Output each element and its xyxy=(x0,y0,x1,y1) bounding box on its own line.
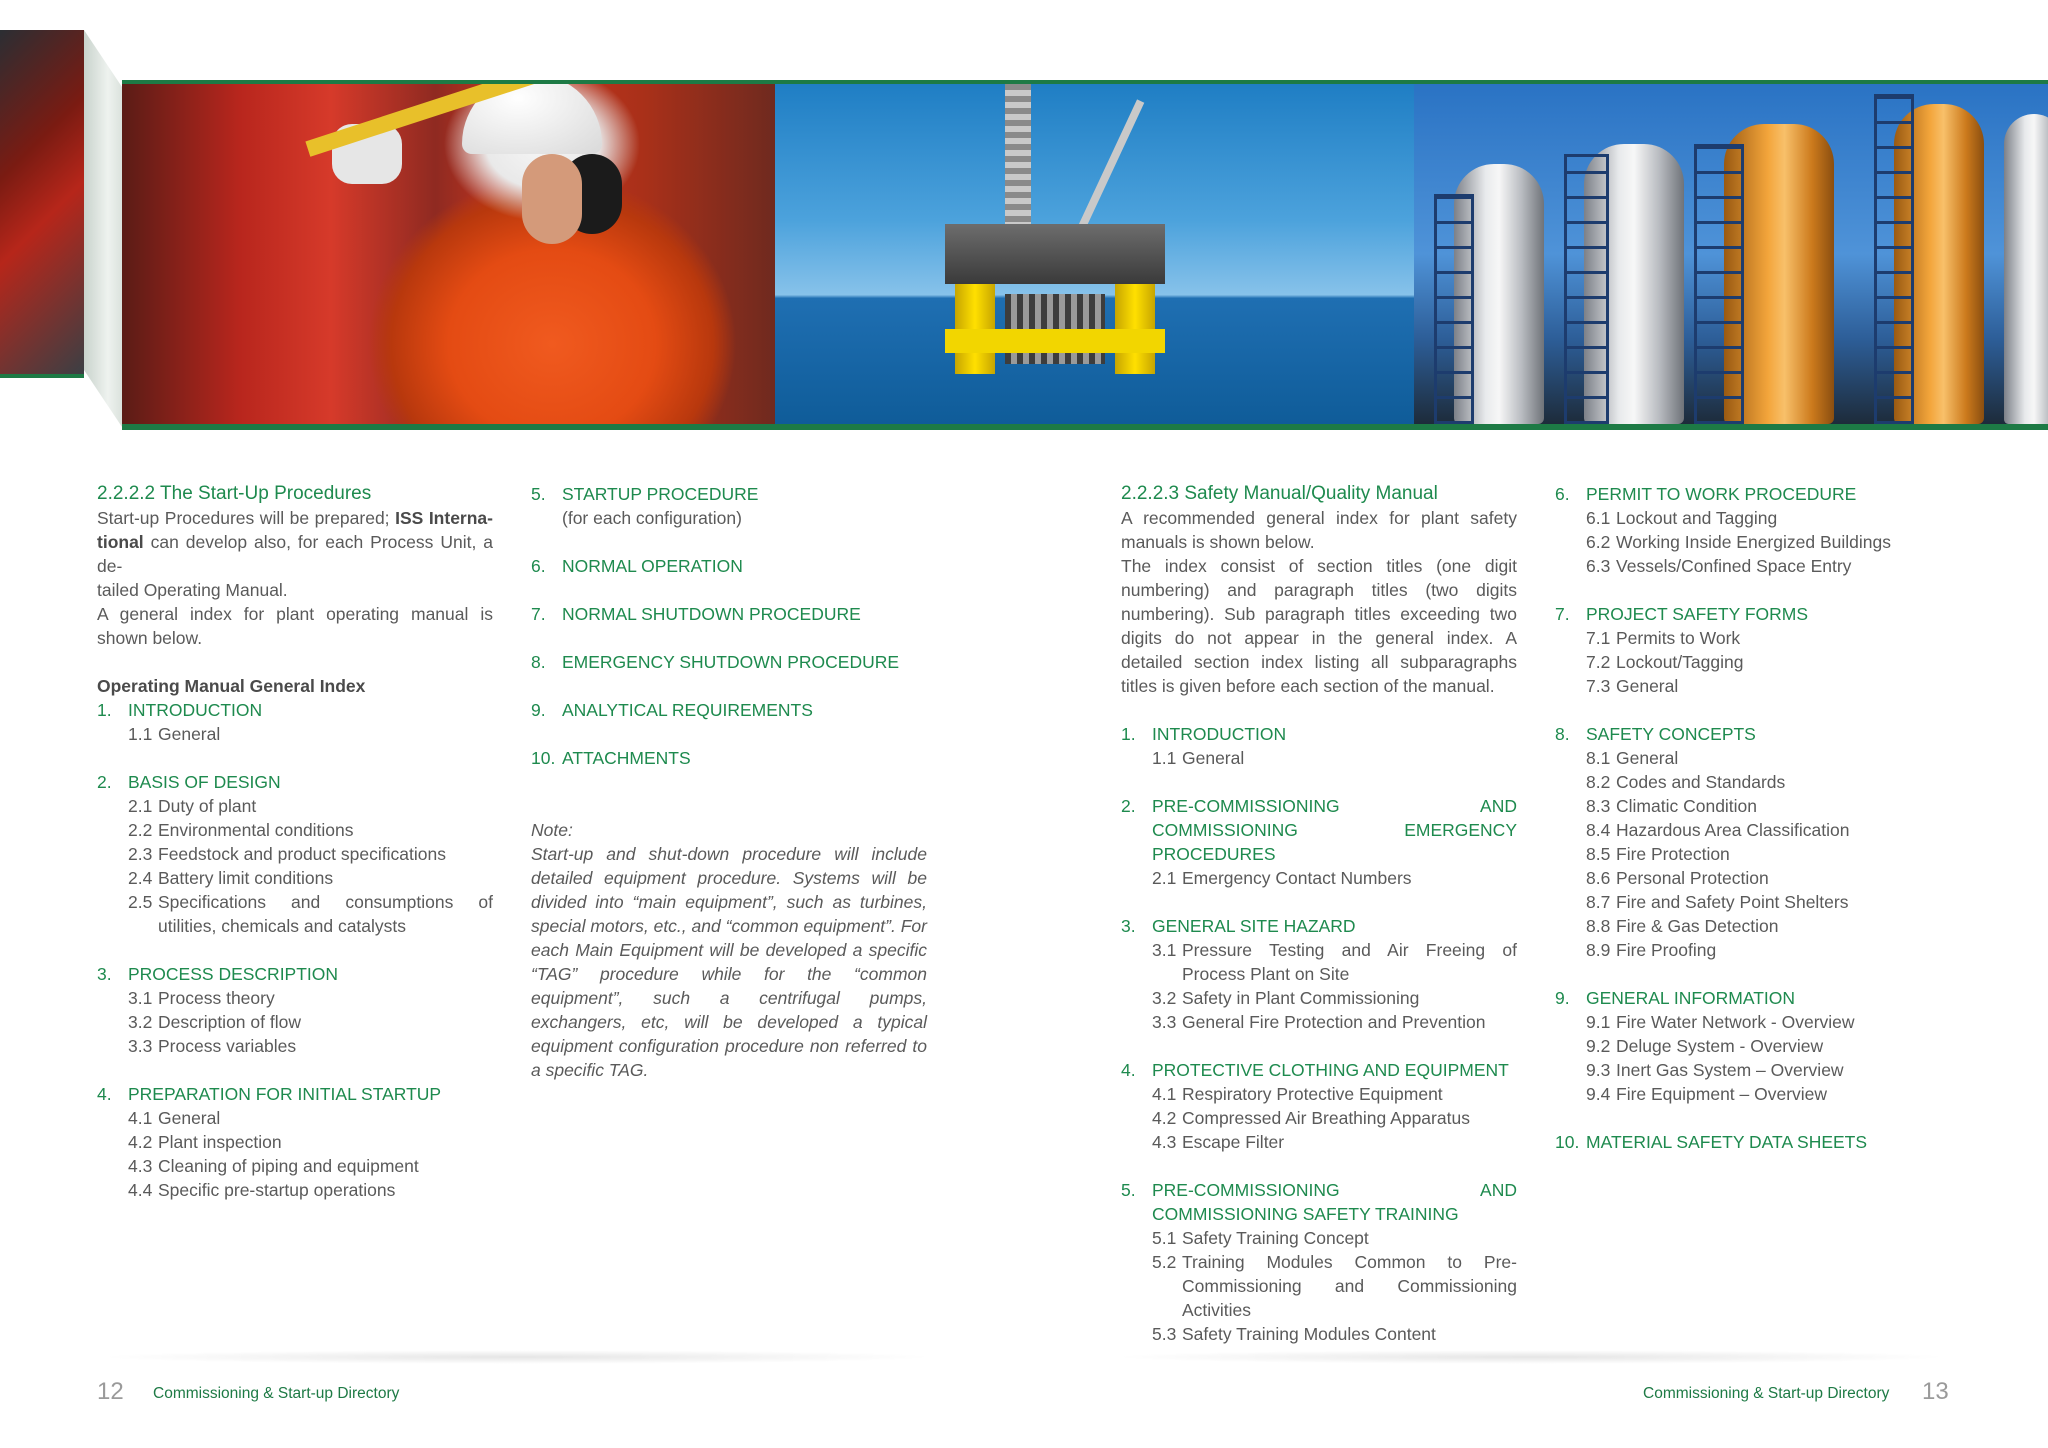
index-subsection xyxy=(1555,794,1951,818)
index-section-number: 6. xyxy=(531,556,546,576)
index-subsection xyxy=(1121,1226,1517,1250)
intro-text: Start-up Procedures will be prepared; xyxy=(97,508,396,528)
index-subsection-title: Working Inside Energized Buildings xyxy=(1616,532,1891,552)
index-subsection-number: 7.2 xyxy=(1586,652,1611,672)
index-section-note-text: (for each configuration) xyxy=(562,508,742,528)
index-subsection xyxy=(1121,1250,1517,1322)
index-subsection-number: 8.7 xyxy=(1586,892,1611,912)
index-subsection-title: Fire Equipment – Overview xyxy=(1616,1084,1828,1104)
index-subsection-number: 4.4 xyxy=(128,1180,153,1200)
index-section-title: GENERAL INFORMATION xyxy=(1586,988,1796,1008)
index-subsection xyxy=(1555,746,1951,770)
index-section-note xyxy=(531,506,927,530)
index-subsection-title: Vessels/Confined Space Entry xyxy=(1616,556,1852,576)
index-subsection xyxy=(97,1106,493,1130)
index-section xyxy=(531,554,927,578)
index-subsection xyxy=(1555,842,1951,866)
index-subsection-number: 8.8 xyxy=(1586,916,1611,936)
index-subsection xyxy=(1555,626,1951,650)
index-subsection-title: Description of flow xyxy=(158,1012,301,1032)
index-section-number: 8. xyxy=(531,652,546,672)
index-subsection-number: 3.2 xyxy=(128,1012,153,1032)
index-section-title: SAFETY CONCEPTS xyxy=(1586,724,1756,744)
refinery-tanks-photo xyxy=(1414,84,2048,424)
index-subsection-number: 4.2 xyxy=(1152,1108,1177,1128)
index-subsection-title: Emergency Contact Numbers xyxy=(1182,868,1412,888)
index-section-number: 4. xyxy=(97,1084,112,1104)
index-subsection-number: 5.3 xyxy=(1152,1324,1177,1344)
spacer xyxy=(1121,890,1517,914)
spacer xyxy=(531,722,927,746)
index-subsection xyxy=(1555,866,1951,890)
index-section-title: PREPARATION FOR INITIAL STARTUP xyxy=(128,1084,442,1104)
index-section-title: PROJECT SAFETY FORMS xyxy=(1586,604,1809,624)
index-section-title: PRE-COMMISSIONING AND COMMISSIONING SAFETY TRAINING xyxy=(1152,1180,1517,1224)
index-subsection-number: 2.1 xyxy=(1152,868,1177,888)
index-subsection xyxy=(1555,1034,1951,1058)
index-subsection-title: General xyxy=(1616,676,1679,696)
index-subsection-number: 2.2 xyxy=(128,820,153,840)
index-subsection xyxy=(1121,938,1517,986)
index-subsection-title: Pressure Testing and Air Freeing of Process Plant on Site xyxy=(1182,940,1517,984)
index-subsection xyxy=(97,866,493,890)
index-subsection-title: Fire Proofing xyxy=(1616,940,1717,960)
index-subsection-number: 1.1 xyxy=(1152,748,1177,768)
index-section-title: PROTECTIVE CLOTHING AND EQUIPMENT xyxy=(1152,1060,1509,1080)
index-section-number: 4. xyxy=(1121,1060,1136,1080)
index-subsection-number: 4.3 xyxy=(1152,1132,1177,1152)
index-subsection xyxy=(1121,1106,1517,1130)
index-subsection-number: 2.3 xyxy=(128,844,153,864)
index-subsection-title: Escape Filter xyxy=(1182,1132,1285,1152)
footer-shadow-left xyxy=(97,1350,937,1364)
index-subsection-title: Climatic Condition xyxy=(1616,796,1758,816)
index-subsection-number: 2.4 xyxy=(128,868,153,888)
note-text: Start-up and shut-down procedure will include detailed equipment procedure. Systems will be divided into “main equipment”, such as turbines, special motors, etc., and “common equipment”. For each Main Equipment will be developed a specific “TAG” procedure while for the “common equipment”, such a centrifugal pumps, exchangers, etc, will be developed a typical equipment configuration procedure non referred to a specific TAG. xyxy=(531,844,927,1080)
index-section-number: 3. xyxy=(1121,916,1136,936)
index-section xyxy=(97,962,493,986)
footer-shadow-right xyxy=(1111,1350,1951,1364)
index-section-number: 10. xyxy=(531,748,556,768)
spacer xyxy=(1121,1034,1517,1058)
index-subsection xyxy=(97,1010,493,1034)
index-subsection xyxy=(97,842,493,866)
index-section-number: 1. xyxy=(1121,724,1136,744)
index-subsection-title: Plant inspection xyxy=(158,1132,282,1152)
index-subsection xyxy=(1121,866,1517,890)
index-subsection-number: 6.1 xyxy=(1586,508,1611,528)
spacer xyxy=(1121,770,1517,794)
spacer xyxy=(97,1058,493,1082)
index-subsection xyxy=(1121,1082,1517,1106)
index-subsection xyxy=(1555,554,1951,578)
index-section-number: 3. xyxy=(97,964,112,984)
index-subsection xyxy=(1121,1010,1517,1034)
spacer xyxy=(531,626,927,650)
index-subsection-title: Safety Training Modules Content xyxy=(1182,1324,1436,1344)
index-subsection-title: Respiratory Protective Equipment xyxy=(1182,1084,1443,1104)
index-subsection-title: Safety Training Concept xyxy=(1182,1228,1369,1248)
index-subsection-number: 1.1 xyxy=(128,724,153,744)
index-subsection xyxy=(1555,506,1951,530)
index-section-title: BASIS OF DESIGN xyxy=(128,772,281,792)
spacer xyxy=(97,746,493,770)
footer-title-left: Commissioning & Start-up Directory xyxy=(153,1385,400,1402)
index-section-title: PERMIT TO WORK PROCEDURE xyxy=(1586,484,1857,504)
index-section xyxy=(1555,722,1951,746)
intro-paragraph-2: A general index for plant operating manual is shown below. xyxy=(97,604,493,648)
section-heading-safety: 2.2.2.3 Safety Manual/Quality Manual xyxy=(1121,483,1438,504)
index-section-title: STARTUP PROCEDURE xyxy=(562,484,759,504)
index-subsection xyxy=(1121,986,1517,1010)
index-section xyxy=(1555,602,1951,626)
index-subsection xyxy=(1555,914,1951,938)
index-subsection xyxy=(1121,746,1517,770)
index-section xyxy=(1121,914,1517,938)
index-subsection-title: Feedstock and product specifications xyxy=(158,844,446,864)
index-section xyxy=(1555,1130,1951,1154)
index-section-number: 6. xyxy=(1555,484,1570,504)
index-section xyxy=(97,698,493,722)
index-subsection-title: Fire Protection xyxy=(1616,844,1730,864)
index-section-number: 2. xyxy=(97,772,112,792)
index-subsection xyxy=(97,986,493,1010)
index-subsection-number: 5.2 xyxy=(1152,1252,1177,1272)
index-section-title: ANALYTICAL REQUIREMENTS xyxy=(562,700,813,720)
index-subsection xyxy=(97,1130,493,1154)
index-subsection-title: Safety in Plant Commissioning xyxy=(1182,988,1420,1008)
right-column-1 xyxy=(1121,482,1517,1346)
index-subsection-title: Battery limit conditions xyxy=(158,868,334,888)
index-subsection xyxy=(97,722,493,746)
index-subsection-title: General xyxy=(1616,748,1679,768)
index-section-title: GENERAL SITE HAZARD xyxy=(1152,916,1356,936)
index-subsection xyxy=(1121,1322,1517,1346)
index-subsection xyxy=(97,794,493,818)
index-section xyxy=(531,650,927,674)
index-section-number: 9. xyxy=(1555,988,1570,1008)
banner-left-strip xyxy=(0,30,84,378)
banner-bevel xyxy=(84,30,124,430)
index-subsection xyxy=(1555,650,1951,674)
index-subsection-title: Specific pre-startup operations xyxy=(158,1180,396,1200)
index-subsection xyxy=(97,890,493,938)
index-subsection-title: Environmental conditions xyxy=(158,820,354,840)
index-subsection-number: 2.1 xyxy=(128,796,153,816)
index-section-number: 7. xyxy=(531,604,546,624)
index-subsection-title: Process variables xyxy=(158,1036,297,1056)
index-subsection-title: Permits to Work xyxy=(1616,628,1741,648)
safety-intro: A recommended general index for plant safety manuals is shown below. xyxy=(1121,508,1517,552)
index-subsection xyxy=(1121,1130,1517,1154)
index-subsection xyxy=(1555,530,1951,554)
banner-bottom-rule xyxy=(122,424,2048,430)
company-name: ISS Interna- xyxy=(395,508,493,528)
index-subsection-number: 2.5 xyxy=(128,892,153,912)
index-subsection-title: Lockout and Tagging xyxy=(1616,508,1778,528)
company-name-end: tional xyxy=(97,532,144,552)
index-subsection xyxy=(97,1034,493,1058)
index-subsection xyxy=(97,1178,493,1202)
index-section xyxy=(97,1082,493,1106)
index-subsection-number: 9.2 xyxy=(1586,1036,1611,1056)
index-subsection-title: Codes and Standards xyxy=(1616,772,1786,792)
index-section-number: 1. xyxy=(97,700,112,720)
spacer xyxy=(531,530,927,554)
index-subsection-number: 6.3 xyxy=(1586,556,1611,576)
index-subsection xyxy=(97,818,493,842)
index-section-title: PRE-COMMISSIONING AND COMMISSIONING EMERGENCY PROCEDURES xyxy=(1152,796,1517,864)
index-section xyxy=(1555,482,1951,506)
index-section xyxy=(1121,794,1517,866)
index-subsection-number: 4.2 xyxy=(128,1132,153,1152)
index-section xyxy=(531,602,927,626)
index-section xyxy=(531,746,927,770)
page-number-right: 13 xyxy=(1922,1378,1949,1405)
index-section xyxy=(97,770,493,794)
index-subsection-number: 8.2 xyxy=(1586,772,1611,792)
index-subsection-number: 8.1 xyxy=(1586,748,1611,768)
index-section xyxy=(1555,986,1951,1010)
index-subsection-title: Fire & Gas Detection xyxy=(1616,916,1779,936)
index-subsection-title: Personal Protection xyxy=(1616,868,1769,888)
index-subsection xyxy=(97,1154,493,1178)
safety-intro-2: The index consist of section titles (one digit numbering) and paragraph titles (two digits numbering). Sub paragraph titles exceeding two digits do not appear in the general index. A detailed section index listing all subparagraphs titles is given before each section of the manual. xyxy=(1121,556,1517,696)
index-subsection-title: Specifications and consumptions of utilities, chemicals and catalysts xyxy=(158,892,493,936)
index-subsection-number: 8.5 xyxy=(1586,844,1611,864)
index-subsection-title: Cleaning of piping and equipment xyxy=(158,1156,419,1176)
index-subsection-title: Lockout/Tagging xyxy=(1616,652,1744,672)
index-section-title: NORMAL SHUTDOWN PROCEDURE xyxy=(562,604,861,624)
index-subsection-title: Fire Water Network - Overview xyxy=(1616,1012,1855,1032)
index-section-title: ATTACHMENTS xyxy=(562,748,691,768)
intro-paragraph xyxy=(97,506,493,530)
offshore-platform-photo xyxy=(775,84,1415,424)
index-subsection-number: 8.4 xyxy=(1586,820,1611,840)
right-column-2 xyxy=(1555,482,1951,1154)
index-subsection-title: General xyxy=(158,1108,221,1128)
index-subsection-number: 8.9 xyxy=(1586,940,1611,960)
index-subsection-title: General Fire Protection and Prevention xyxy=(1182,1012,1486,1032)
index-subsection-number: 7.1 xyxy=(1586,628,1611,648)
index-subsection-title: Fire and Safety Point Shelters xyxy=(1616,892,1849,912)
spacer xyxy=(1555,962,1951,986)
index-subsection-number: 5.1 xyxy=(1152,1228,1177,1248)
index-subsection xyxy=(1555,890,1951,914)
footer-title-right: Commissioning & Start-up Directory xyxy=(1643,1385,1890,1402)
intro-text-2: can develop also, for each Process Unit, a de- xyxy=(97,532,493,576)
page-number-left: 12 xyxy=(97,1378,124,1405)
spacer xyxy=(1555,1106,1951,1130)
index-subsection xyxy=(1555,818,1951,842)
index-subsection-number: 3.3 xyxy=(128,1036,153,1056)
index-subsection-number: 3.2 xyxy=(1152,988,1177,1008)
index-subsection-number: 3.1 xyxy=(1152,940,1177,960)
index-subsection-number: 9.4 xyxy=(1586,1084,1611,1104)
index-section-title: PROCESS DESCRIPTION xyxy=(128,964,339,984)
index-subsection-number: 7.3 xyxy=(1586,676,1611,696)
spacer xyxy=(531,578,927,602)
index-section-number: 10. xyxy=(1555,1132,1580,1152)
index-section-number: 7. xyxy=(1555,604,1570,624)
index-subsection-number: 9.3 xyxy=(1586,1060,1611,1080)
index-section-title: NORMAL OPERATION xyxy=(562,556,743,576)
index-section xyxy=(1121,722,1517,746)
index-section-number: 5. xyxy=(531,484,546,504)
intro-paragraph-line3: tailed Operating Manual. xyxy=(97,580,288,600)
index-subsection-title: Duty of plant xyxy=(158,796,257,816)
index-subsection-title: Hazardous Area Classification xyxy=(1616,820,1850,840)
index-subsection-number: 8.6 xyxy=(1586,868,1611,888)
index-subsection-number: 8.3 xyxy=(1586,796,1611,816)
index-subsection-title: Compressed Air Breathing Apparatus xyxy=(1182,1108,1470,1128)
index-subsection-title: General xyxy=(158,724,221,744)
index-subsection-title: Training Modules Common to Pre-Commissioning and Commissioning Activities xyxy=(1182,1252,1517,1320)
worker-photo xyxy=(122,84,775,424)
index-section-number: 2. xyxy=(1121,796,1136,816)
index-subsection-title: Process theory xyxy=(158,988,275,1008)
index-subsection xyxy=(1555,1082,1951,1106)
index-subsection-title: General xyxy=(1182,748,1245,768)
left-column-1 xyxy=(97,482,493,1202)
index-subsection-title: Deluge System - Overview xyxy=(1616,1036,1824,1056)
index-title: Operating Manual General Index xyxy=(97,676,366,696)
index-section xyxy=(531,482,927,506)
safety-index-list-continued xyxy=(1555,482,1951,1154)
spacer xyxy=(1555,578,1951,602)
index-section-number: 5. xyxy=(1121,1180,1136,1200)
index-subsection-number: 9.1 xyxy=(1586,1012,1611,1032)
index-section xyxy=(531,698,927,722)
index-subsection-number: 4.1 xyxy=(128,1108,153,1128)
index-section-title: EMERGENCY SHUTDOWN PROCEDURE xyxy=(562,652,900,672)
index-subsection-number: 4.3 xyxy=(128,1156,153,1176)
index-section xyxy=(1121,1178,1517,1226)
operating-index-list xyxy=(97,698,493,1202)
index-section-title: INTRODUCTION xyxy=(1152,724,1287,744)
intro-paragraph-line2 xyxy=(97,530,493,578)
left-column-2 xyxy=(531,482,927,1082)
index-section-title: INTRODUCTION xyxy=(128,700,263,720)
index-subsection xyxy=(1555,1010,1951,1034)
operating-index-list-continued xyxy=(531,482,927,770)
spacer xyxy=(1121,1154,1517,1178)
index-subsection xyxy=(1555,674,1951,698)
spacer xyxy=(1555,698,1951,722)
index-section-number: 9. xyxy=(531,700,546,720)
index-subsection-number: 3.1 xyxy=(128,988,153,1008)
safety-index-list xyxy=(1121,722,1517,1346)
header-banner xyxy=(0,0,2048,440)
index-subsection xyxy=(1555,770,1951,794)
index-section-number: 8. xyxy=(1555,724,1570,744)
spacer xyxy=(97,938,493,962)
index-subsection-number: 3.3 xyxy=(1152,1012,1177,1032)
spacer xyxy=(531,674,927,698)
index-section xyxy=(1121,1058,1517,1082)
index-subsection-title: Inert Gas System – Overview xyxy=(1616,1060,1844,1080)
index-section-title: MATERIAL SAFETY DATA SHEETS xyxy=(1586,1132,1868,1152)
index-subsection-number: 6.2 xyxy=(1586,532,1611,552)
note-title: Note: xyxy=(531,820,573,840)
index-subsection xyxy=(1555,1058,1951,1082)
index-subsection-number: 4.1 xyxy=(1152,1084,1177,1104)
section-heading-startup: 2.2.2.2 The Start-Up Procedures xyxy=(97,483,372,504)
index-subsection xyxy=(1555,938,1951,962)
